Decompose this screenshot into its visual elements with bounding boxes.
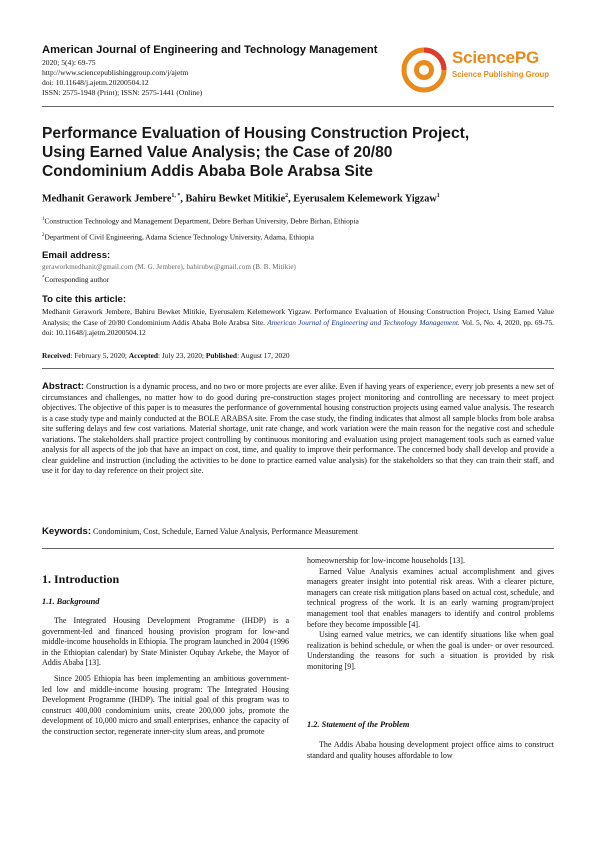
affiliation-1	[42, 215, 359, 226]
keywords-label: Keywords:	[42, 526, 92, 537]
paragraph: The Integrated Housing Development Programme (IHDP) is a government-led and financed housing provision program for low-and middle-income households in Ethiopia. The program launched in 2004 (1996 in the Ethiopian calendar) by State Minister Oqubay Arkebe, the Mayor of Addis Ababa [13].	[42, 616, 289, 668]
abstract-top-divider	[42, 368, 554, 369]
paragraph: The Addis Ababa housing development project office aims to construct standard and quality houses affordable to low	[307, 740, 554, 760]
author-2-sup: 2	[285, 193, 289, 199]
journal-issn: ISSN: 2575-1948 (Print); ISSN: 2575-1441 (Online)	[42, 88, 203, 97]
right-column-bottom	[307, 740, 554, 761]
affiliation-2-sup: 2	[42, 233, 45, 238]
paragraph: Earned Value Analysis examines actual accomplishment and gives managers greater insight into potential risk areas. With a clearer picture, managers can create risk mitigation plans based on actual cost, schedule, and technical progress of the work. It is an early warning program/project management tool that enables managers to identify and control problems before they become impossible [4].	[307, 566, 554, 629]
affiliation-1-sup: 1	[42, 217, 45, 222]
journal-title: American Journal of Engineering and Technology Management	[42, 44, 378, 56]
abstract-bottom-divider	[42, 548, 554, 549]
accepted-label: Accepted	[128, 351, 158, 360]
cite-heading: To cite this article:	[42, 294, 127, 305]
paragraph-continued: homeownership for low-income households [13].	[307, 556, 465, 565]
email-heading: Email address:	[42, 250, 111, 261]
right-column	[307, 556, 554, 673]
author-1-sup: 1, *	[171, 193, 181, 199]
author-3: Eyerusalem Kelemework Yigzaw	[293, 193, 437, 205]
title-line-2: Using Earned Value Analysis; the Case of 20/80	[42, 144, 393, 161]
section-introduction-heading: 1. Introduction	[42, 572, 120, 586]
header-divider	[42, 106, 554, 107]
journal-doi[interactable]: doi: 10.11648/j.ajetm.20200504.12	[42, 78, 149, 87]
author-list: Medhanit Gerawork Jembere$^{1, *}$, Bahiru Bewket Mitikie$^2$, Eyerusalem Kelemework Yigzaw$^1$	[42, 193, 440, 205]
author-3-sup: 1	[436, 193, 440, 199]
journal-volume: 2020; 5(4): 69-75	[42, 58, 96, 67]
journal-url[interactable]: http://www.sciencepublishinggroup.com/j/ajetm	[42, 68, 189, 77]
citation-text	[42, 307, 554, 339]
abstract-text: Construction is a dynamic process, and no two or more projects are ever alike. Even if having years of experience, every job presents a new set of circumstances and challenges, no matter how to do good during pre-construction stages project monitoring and controlling are necessary to meet project objectives. The objective of this paper is to measures the performance of governmental housing construction projects using earned value analysis. The research is a case study type and mainly conducted at the BOLE ARABSA site. From the case study, the finding indicates that almost all sample blocks from bole arabsa site suffering delays and few cost variations. Material shortage, unit rate change, and work variation were the main reason for the negative cost and schedule variations. The stakeholders shall practice project controlling by continuous monitoring and evaluation using project management tools such as earned value analysis for all aspects of the job that have an impact on cost, time, and quality to improve their performance. The concerned body shall develop and provide a clear guideline and instruction (including the activities to be done to practice earned value analysis) for the stakeholders so that they can train their staff, and use it for day to day reference on their project site.	[42, 382, 554, 475]
sciencepg-logo-icon	[400, 46, 448, 94]
citation-tail: Vol. 5, No. 4, 2020, pp. 69-75. doi: 10.11648/j.ajetm.20200504.12	[42, 317, 555, 337]
keywords-text: Condominium, Cost, Schedule, Earned Value Analysis, Performance Measurement	[91, 527, 358, 536]
corresponding-author	[42, 275, 109, 284]
sciencepg-logo[interactable]	[398, 46, 558, 98]
paragraph: Using earned value metrics, we can identify situations like when goal realization is behind schedule, or when the goal is under- or over resourced. Understanding the reasons for such a situation is provided by risk monitoring [9].	[307, 630, 554, 671]
logo-subtitle: Science Publishing Group	[452, 70, 550, 79]
received-date: : February 5, 2020;	[70, 351, 129, 360]
citation-journal[interactable]: American Journal of Engineering and Technology Management.	[267, 317, 460, 327]
affiliation-1-text: Construction Technology and Management Department, Debre Berhan University, Debre Birhan, Ethiopia	[44, 216, 359, 226]
left-column	[42, 616, 289, 738]
email-addresses[interactable]: geraworkmedhanit@gmail.com (M. G. Jembere), bahirubw@gmail.com (B. B. Mitikie)	[42, 263, 296, 271]
author-1: Medhanit Gerawork Jembere	[42, 193, 172, 205]
logo-wordmark: SciencePG	[452, 48, 540, 67]
title-line-3: Condominium Addis Ababa Bole Arabsa Site	[42, 163, 373, 180]
paper-title	[42, 124, 554, 181]
subsection-background-heading: 1.1. Background	[42, 597, 100, 606]
citation-body: Medhanit Gerawork Jembere, Bahiru Bewket Mitikie, Eyerusalem Kelemework Yigzaw. Performance Evaluation of Housing Construction Project, Using Earned Value Analysis; the Case of 20/80 Condominium Addis Ababa Bole Arabsa Site.	[42, 307, 554, 327]
published-label: Published	[205, 351, 238, 360]
affiliation-2	[42, 231, 314, 242]
corresponding-sup: *	[42, 275, 45, 281]
keywords	[42, 526, 554, 537]
author-2: Bahiru Bewket Mitikie	[185, 193, 286, 205]
abstract-label: Abstract:	[42, 381, 85, 392]
accepted-date: : July 23, 2020;	[157, 351, 206, 360]
article-dates	[42, 351, 290, 360]
published-date: : August 17, 2020	[237, 351, 290, 360]
corresponding-label: Corresponding author	[44, 275, 110, 284]
abstract	[42, 382, 554, 477]
paragraph: Since 2005 Ethiopia has been implementing an ambitious government-led low and middle-income housing program: The Integrated Housing Development Programme (IHDP). The initial goal of this program was to construct 400,000 condominium units, create 200,000 jobs, promote the development of 10,000 micro and small enterprises, enhance the capacity of the construction sector, regenerate inner-city slum areas, and promote	[42, 673, 289, 736]
subsection-problem-heading: 1.2. Statement of the Problem	[307, 720, 410, 729]
affiliation-2-text: Department of Civil Engineering, Adama Science Technology University, Adama, Ethiopia	[44, 232, 314, 242]
title-line-1: Performance Evaluation of Housing Construction Project,	[42, 125, 470, 142]
received-label: Received	[42, 351, 71, 360]
